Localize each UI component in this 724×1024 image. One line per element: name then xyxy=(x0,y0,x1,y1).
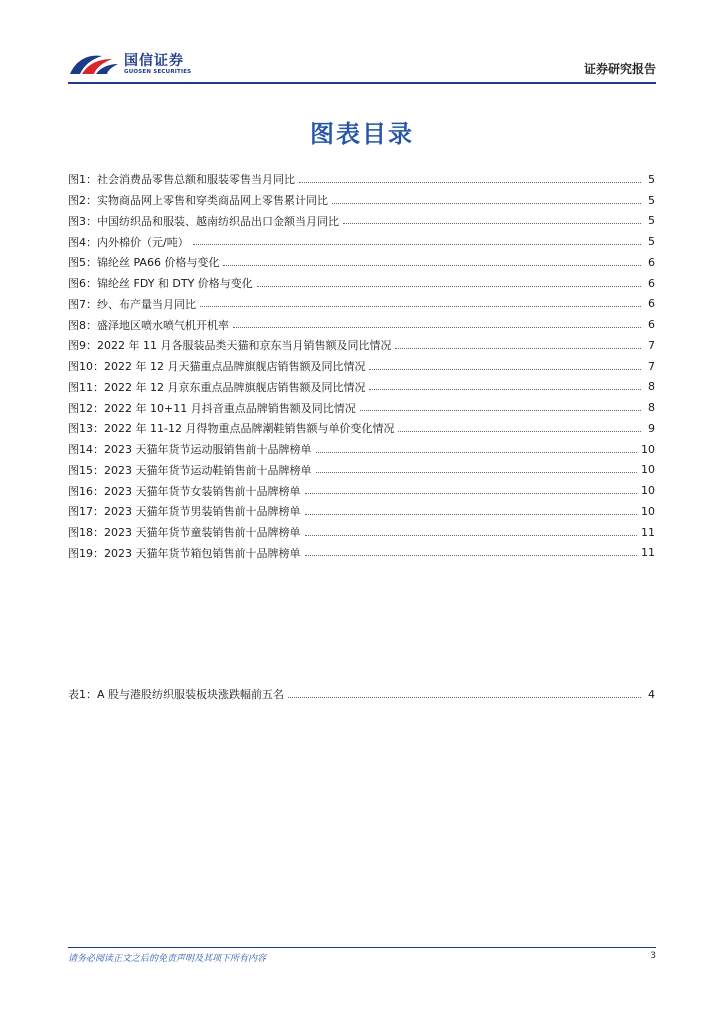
toc-leader-dots xyxy=(223,265,641,266)
header-divider xyxy=(68,82,656,84)
toc-entry-page[interactable]: 5 xyxy=(648,193,655,207)
toc-entry-label[interactable]: 表1：A 股与港股纺织服装板块涨跌幅前五名 xyxy=(68,688,285,702)
footer-divider xyxy=(68,947,656,948)
toc-entry-label[interactable]: 图7：纱、布产量当月同比 xyxy=(68,297,196,311)
toc-entry[interactable] xyxy=(68,356,655,377)
toc-leader-dots xyxy=(299,182,641,183)
toc-entry-page[interactable]: 10 xyxy=(641,442,655,456)
toc-leader-dots xyxy=(305,514,638,515)
toc-entry-label[interactable]: 图5：锦纶丝 PA66 价格与变化 xyxy=(68,256,220,270)
toc-entry[interactable] xyxy=(68,480,655,501)
toc-entry[interactable] xyxy=(68,211,655,232)
toc-entry[interactable] xyxy=(68,314,655,335)
toc-entry[interactable] xyxy=(68,418,655,439)
toc-entry-label[interactable]: 图2：实物商品网上零售和穿类商品网上零售累计同比 xyxy=(68,194,328,208)
toc-entry[interactable] xyxy=(68,294,655,315)
toc-entry-label[interactable]: 图17：2023 天猫年货节男装销售前十品牌榜单 xyxy=(68,505,301,519)
toc-entry-page[interactable]: 5 xyxy=(648,235,655,249)
toc-entry-page[interactable]: 6 xyxy=(648,297,655,311)
toc-leader-dots xyxy=(316,472,638,473)
toc-entry[interactable] xyxy=(68,252,655,273)
toc-leader-dots xyxy=(193,244,641,245)
toc-leader-dots xyxy=(305,535,638,536)
toc-entry[interactable] xyxy=(68,460,655,481)
toc-leader-dots xyxy=(369,369,641,370)
toc-entry-label[interactable]: 图1：社会消费品零售总额和服装零售当月同比 xyxy=(68,173,295,187)
toc-entry-label[interactable]: 图10：2022 年 12 月天猫重点品牌旗舰店销售额及同比情况 xyxy=(68,360,366,374)
toc-entry-label[interactable]: 图19：2023 天猫年货节箱包销售前十品牌榜单 xyxy=(68,546,301,560)
toc-leader-dots xyxy=(343,223,641,224)
report-type-label: 证券研究报告 xyxy=(583,62,656,76)
toc-entry[interactable] xyxy=(68,377,655,398)
page-number: 3 xyxy=(650,951,656,961)
toc-entry[interactable] xyxy=(68,397,655,418)
toc-leader-dots xyxy=(369,389,641,390)
toc-entry-page[interactable]: 6 xyxy=(648,276,655,290)
toc-entry-label[interactable]: 图12：2022 年 10+11 月抖音重点品牌销售额及同比情况 xyxy=(68,401,356,415)
guosen-logo-icon xyxy=(68,50,120,78)
toc-entry-page[interactable]: 10 xyxy=(641,484,655,498)
toc-entry-label[interactable]: 图16：2023 天猫年货节女装销售前十品牌榜单 xyxy=(68,484,301,498)
toc-entry-page[interactable]: 11 xyxy=(641,525,655,539)
toc-leader-dots xyxy=(360,410,641,411)
toc-entry[interactable] xyxy=(68,169,655,190)
toc-entry-page[interactable]: 7 xyxy=(648,359,655,373)
toc-entry-label[interactable]: 图8：盛泽地区喷水喷气机开机率 xyxy=(68,318,229,332)
toc-entry-label[interactable]: 图14：2023 天猫年货节运动服销售前十品牌榜单 xyxy=(68,443,312,457)
toc-entry-page[interactable]: 7 xyxy=(648,338,655,352)
toc-entry-page[interactable]: 11 xyxy=(641,546,655,560)
toc-entry[interactable] xyxy=(68,543,655,564)
toc-leader-dots xyxy=(398,431,641,432)
toc-entry[interactable] xyxy=(68,522,655,543)
toc-entry-label[interactable]: 图6：锦纶丝 FDY 和 DTY 价格与变化 xyxy=(68,277,253,291)
toc-entry-label[interactable]: 图3：中国纺织品和服装、越南纺织品出口金额当月同比 xyxy=(68,214,339,228)
toc-entry-page[interactable]: 5 xyxy=(648,172,655,186)
toc-entry-label[interactable]: 图15：2023 天猫年货节运动鞋销售前十品牌榜单 xyxy=(68,463,312,477)
toc-leader-dots xyxy=(305,493,638,494)
toc-entry[interactable] xyxy=(68,439,655,460)
toc-entry-label[interactable]: 图4：内外棉价（元/吨） xyxy=(68,235,189,249)
toc-leader-dots xyxy=(233,327,641,328)
toc-leader-dots xyxy=(200,306,641,307)
toc-entry[interactable] xyxy=(68,335,655,356)
toc-leader-dots xyxy=(288,697,641,698)
toc-entry-page[interactable]: 10 xyxy=(641,504,655,518)
toc-entry[interactable] xyxy=(68,273,655,294)
toc-leader-dots xyxy=(316,452,638,453)
logo-text-cn: 国信证券 xyxy=(124,53,184,69)
toc-leader-dots xyxy=(395,348,641,349)
toc-entry-label[interactable]: 图9：2022 年 11 月各服装品类天猫和京东当月销售额及同比情况 xyxy=(68,339,392,353)
toc-entry-page[interactable]: 6 xyxy=(648,318,655,332)
logo-text-en: GUOSEN SECURITIES xyxy=(124,69,192,75)
toc-entry-label[interactable]: 图18：2023 天猫年货节童装销售前十品牌榜单 xyxy=(68,526,301,540)
toc-entry[interactable] xyxy=(68,190,655,211)
toc-entry[interactable] xyxy=(68,501,655,522)
toc-leader-dots xyxy=(257,286,641,287)
toc-entry-page[interactable]: 6 xyxy=(648,255,655,269)
figure-list xyxy=(68,169,655,563)
toc-entry[interactable] xyxy=(68,231,655,252)
toc-entry[interactable] xyxy=(68,684,655,705)
toc-leader-dots xyxy=(305,555,638,556)
toc-entry-label[interactable]: 图11：2022 年 12 月京东重点品牌旗舰店销售额及同比情况 xyxy=(68,380,366,394)
company-logo xyxy=(68,46,218,82)
footer-disclaimer: 请务必阅读正文之后的免责声明及其项下所有内容 xyxy=(68,954,267,964)
toc-entry-label[interactable]: 图13：2022 年 11-12 月得物重点品牌潮鞋销售额与单价变化情况 xyxy=(68,422,395,436)
toc-entry-page[interactable]: 8 xyxy=(648,380,655,394)
toc-entry-page[interactable]: 9 xyxy=(648,421,655,435)
toc-entry-page[interactable]: 8 xyxy=(648,401,655,415)
toc-entry-page[interactable]: 5 xyxy=(648,214,655,228)
toc-title: 图表目录 xyxy=(310,120,414,148)
table-list xyxy=(68,684,655,705)
toc-leader-dots xyxy=(332,203,641,204)
toc-entry-page[interactable]: 10 xyxy=(641,463,655,477)
page-header xyxy=(68,46,656,82)
toc-entry-page[interactable]: 4 xyxy=(648,687,655,701)
